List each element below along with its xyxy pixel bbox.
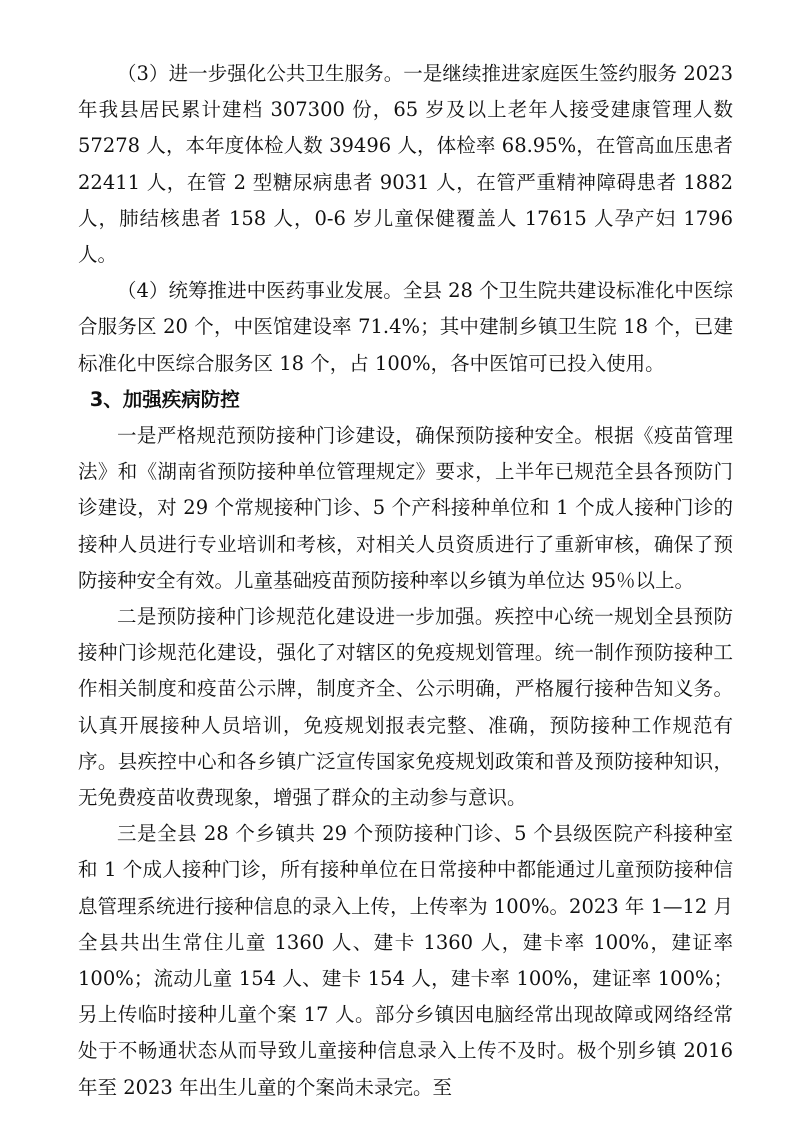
section-heading-disease-control: 3、加强疾病防控 (89, 387, 240, 411)
paragraph-public-health-services: （3）进一步强化公共卫生服务。一是继续推进家庭医生签约服务 2023 年我县居民累计建档 307300 份，65 岁及以上老年人接受建康管理人数 57278 人，本年度体检人数 39496 人，体检率 68.95%，在管高血压患者 22411 人，在管 2 型糖尿病患者 9031 人，在管严重精神障碍患者 1882 人，肺结核患者 158 人，0-6 岁儿童保健覆盖人 17615 人孕产妇 1796 人。 (78, 62, 733, 267)
paragraph-vaccination-clinic-standards: 一是严格规范预防接种门诊建设，确保预防接种安全。根据《疫苗管理法》和《湖南省预防接种单位管理规定》要求，上半年已规范全县各预防门诊建设，对 29 个常规接种门诊、5 个产科接种单位和 1 个成人接种门诊的接种人员进行专业培训和考核，对相关人员资质进行了重新审核，确保了预防接种安全有效。儿童基础疫苗预防接种率以乡镇为单位达 95％以上。 (78, 424, 733, 592)
paragraph-vaccination-info-system: 三是全县 28 个乡镇共 29 个预防接种门诊、5 个县级医院产科接种室和 1 个成人接种门诊，所有接种单位在日常接种中都能通过儿童预防接种信息管理系统进行接种信息的录入上传，上传率为 100%。2023 年 1—12 月全县共出生常住儿童 1360 人、建卡 1360 人，建卡率 100%，建证率 100%；流动儿童 154 人、建卡 154 人，建卡率 100%，建证率 100%；另上传临时接种儿童个案 17 人。部分乡镇因电脑经常出现故障或网络经常处于不畅通状态从而导致儿童接种信息录入上传不及时。极个别乡镇 2016 年至 2023 年出生儿童的个案尚未录完。至 (78, 822, 733, 1099)
paragraph-clinic-standardization: 二是预防接种门诊规范化建设进一步加强。疾控中心统一规划全县预防接种门诊规范化建设，强化了对辖区的免疫规划管理。统一制作预防接种工作相关制度和疫苗公示牌，制度齐全、公示明确，严格履行接种告知义务。认真开展接种人员培训，免疫规划报表完整、准确，预防接种工作规范有序。县疾控中心和各乡镇广泛宣传国家免疫规划政策和普及预防接种知识，无免费疫苗收费现象，增强了群众的主动参与意识。 (78, 605, 733, 810)
paragraph-tcm-development: （4）统筹推进中医药事业发展。全县 28 个卫生院共建设标准化中医综合服务区 20 个，中医馆建设率 71.4%；其中建制乡镇卫生院 18 个，已建标准化中医综合服务区 18 个，占 100%，各中医馆可已投入使用。 (78, 279, 733, 375)
